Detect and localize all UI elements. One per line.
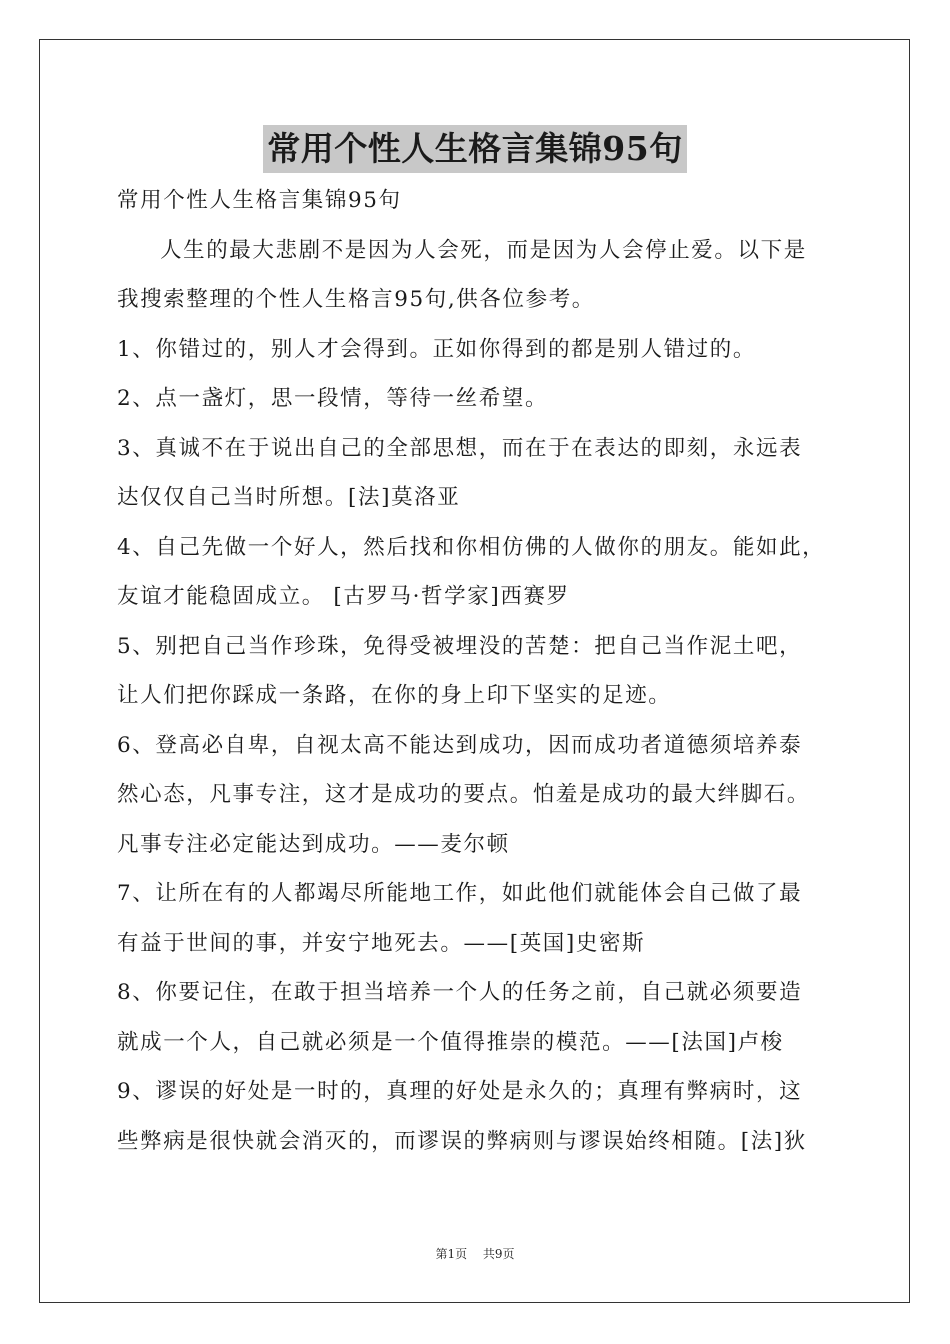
page-footer (0, 1245, 950, 1262)
quote-line: 4、自己先做一个好人，然后找和你相仿佛的人做你的朋友。能如此， (117, 534, 826, 560)
quote-line: 3、真诚不在于说出自己的全部思想，而在于在表达的即刻，永远表 (117, 435, 803, 461)
quote-line: 7、让所在有的人都竭尽所能地工作，如此他们就能体会自己做了最 (117, 881, 803, 906)
quote-line: 友谊才能稳固成立。 [古罗马·哲学家]西赛罗 (117, 584, 570, 609)
title-container (0, 125, 950, 173)
quote-line: 然心态，凡事专注，这才是成功的要点。怕羞是成功的最大绊脚石。 (117, 782, 811, 807)
quote-line: 就成一个人，自己就必须是一个值得推崇的模范。——[法国]卢梭 (117, 1029, 784, 1055)
page-number: 第1页 (435, 1247, 468, 1261)
quote-line: 9、谬误的好处是一时的，真理的好处是永久的；真理有弊病时，这 (117, 1079, 803, 1104)
quote-line: 5、别把自己当作珍珠，免得受被埋没的苦楚：把自己当作泥土吧， (117, 633, 803, 659)
quote-line: 些弊病是很快就会消灭的，而谬误的弊病则与谬误始终相随。[法]狄 (117, 1128, 807, 1154)
document-body (117, 176, 839, 1166)
quote-line: 让人们把你踩成一条路，在你的身上印下坚实的足迹。 (117, 683, 672, 708)
quote-line: 凡事专注必定能达到成功。——麦尔顿 (117, 831, 510, 857)
page-total: 共9页 (482, 1247, 515, 1261)
quote-line: 1、你错过的，别人才会得到。正如你得到的都是别人错过的。 (117, 336, 756, 362)
quote-line: 有益于世间的事，并安宁地死去。——[英国]史密斯 (117, 930, 646, 956)
intro-line: 人生的最大悲剧不是因为人会死，而是因为人会停止爱。以下是 (160, 237, 807, 263)
subtitle-line: 常用个性人生格言集锦95句 (117, 188, 402, 213)
quote-line: 达仅仅自己当时所想。[法]莫洛亚 (117, 485, 461, 510)
document-title: 常用个性人生格言集锦95句 (263, 125, 686, 173)
quote-line: 8、你要记住，在敢于担当培养一个人的任务之前，自己就必须要造 (117, 980, 803, 1005)
quote-line: 2、点一盏灯，思一段情，等待一丝希望。 (117, 386, 549, 411)
quote-line: 6、登高必自卑，自视太高不能达到成功，因而成功者道德须培养泰 (117, 732, 803, 758)
intro-line: 我搜索整理的个性人生格言95句,供各位参考。 (117, 287, 595, 312)
